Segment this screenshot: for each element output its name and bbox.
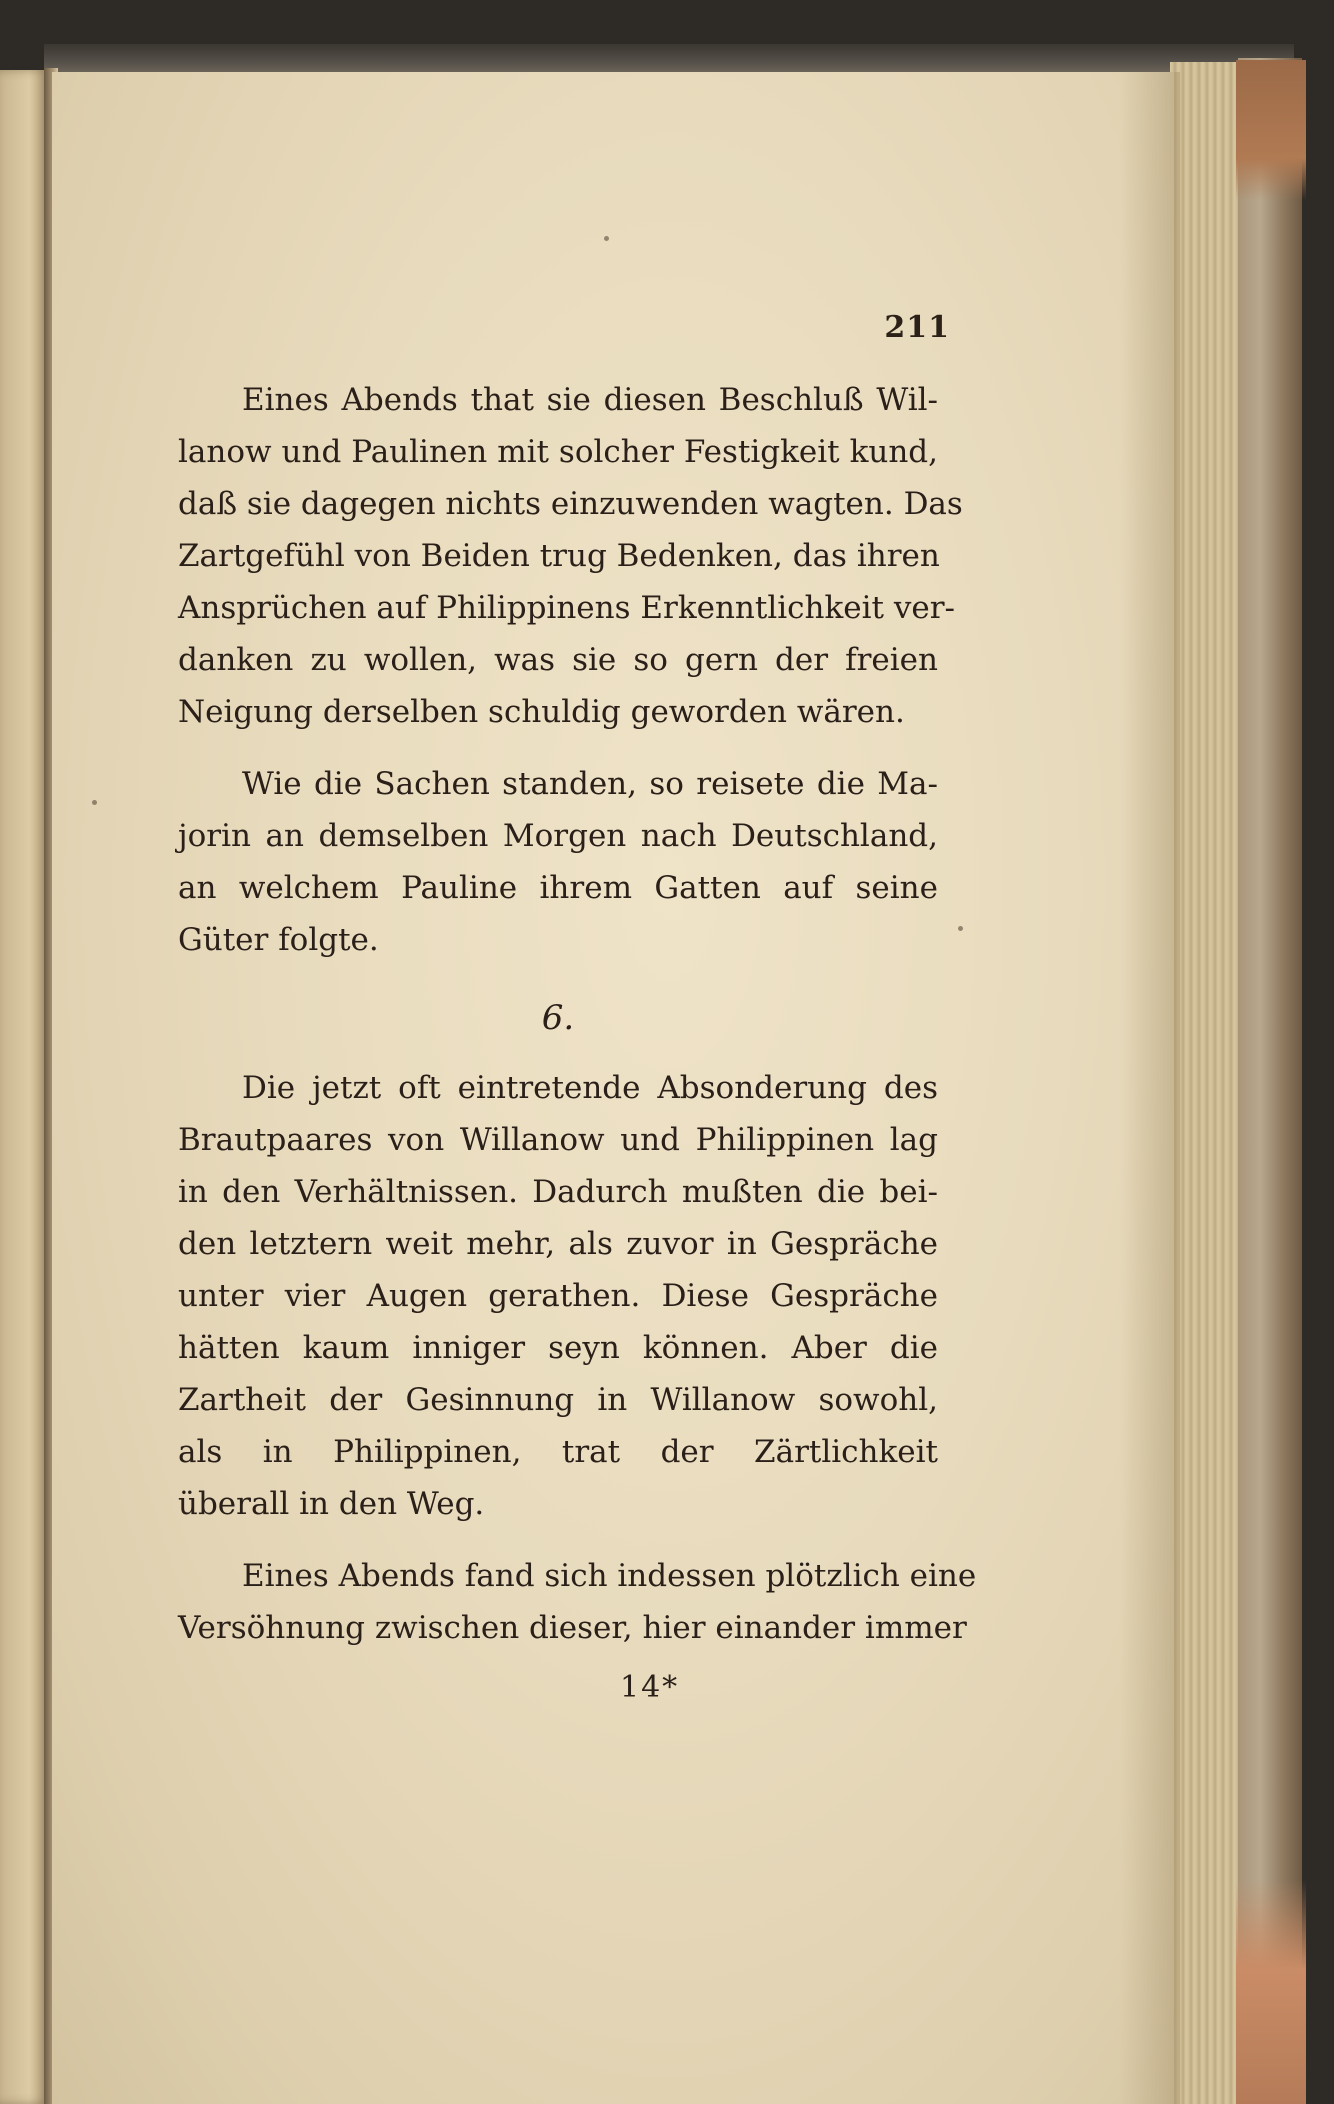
book-cover-edge	[1238, 58, 1302, 2104]
text-line: in den Verhältnissen. Dadurch mußten die bei-	[178, 1174, 938, 1210]
printer-signature: 14*	[620, 1670, 680, 1705]
section-number: 6.	[541, 998, 575, 1038]
text-line: als in Philippinen, trat der Zärtlichkeit	[178, 1434, 938, 1470]
text-line: den letztern weit mehr, als zuvor in Gespräche	[178, 1226, 938, 1262]
text-line: Güter folgte.	[178, 922, 379, 958]
paragraph-4	[178, 1550, 977, 1654]
page-edge-shadow	[1120, 72, 1180, 2104]
text-line: unter vier Augen gerathen. Diese Gespräche	[178, 1278, 938, 1314]
paper-speck	[92, 800, 97, 805]
text-line: Zartgefühl von Beiden trug Bedenken, das ihren	[178, 538, 940, 574]
text-line: Wie die Sachen standen, so reisete die Ma-	[242, 766, 938, 802]
paragraph-3	[178, 1062, 938, 1530]
text-line: Neigung derselben schuldig geworden wären.	[178, 694, 905, 730]
text-line: Eines Abends fand sich indessen plötzlich eine	[242, 1558, 977, 1594]
text-line: Eines Abends that sie diesen Beschluß Wil-	[242, 382, 938, 418]
text-line: Ansprüchen auf Philippinens Erkenntlichkeit ver-	[178, 590, 955, 626]
text-line: hätten kaum inniger seyn können. Aber die	[178, 1330, 938, 1366]
text-line: Zartheit der Gesinnung in Willanow sowohl,	[178, 1382, 938, 1418]
text-line: danken zu wollen, was sie so gern der freien	[178, 642, 938, 678]
paper-speck	[604, 236, 609, 241]
text-line: überall in den Weg.	[178, 1486, 485, 1522]
text-line: lanow und Paulinen mit solcher Festigkeit kund,	[178, 434, 938, 470]
cover-edge-wear-top	[1236, 60, 1306, 200]
text-line: an welchem Pauline ihrem Gatten auf seine	[178, 870, 938, 906]
previous-page-edge	[0, 70, 48, 2104]
cover-edge-wear-bottom	[1236, 1880, 1306, 2104]
book-top-edge	[44, 44, 1294, 74]
text-line: Brautpaares von Willanow und Philippinen lag	[178, 1122, 938, 1158]
text-line: Die jetzt oft eintretende Absonderung des	[242, 1070, 938, 1106]
paragraph-2	[178, 758, 938, 966]
paper-speck	[958, 926, 963, 931]
text-line: jorin an demselben Morgen nach Deutschland,	[178, 818, 938, 854]
paragraph-1	[178, 374, 963, 738]
text-line: daß sie dagegen nichts einzuwenden wagten. Das	[178, 486, 963, 522]
text-line: Versöhnung zwischen dieser, hier einander immer	[178, 1610, 967, 1646]
page-number: 211	[884, 310, 950, 345]
